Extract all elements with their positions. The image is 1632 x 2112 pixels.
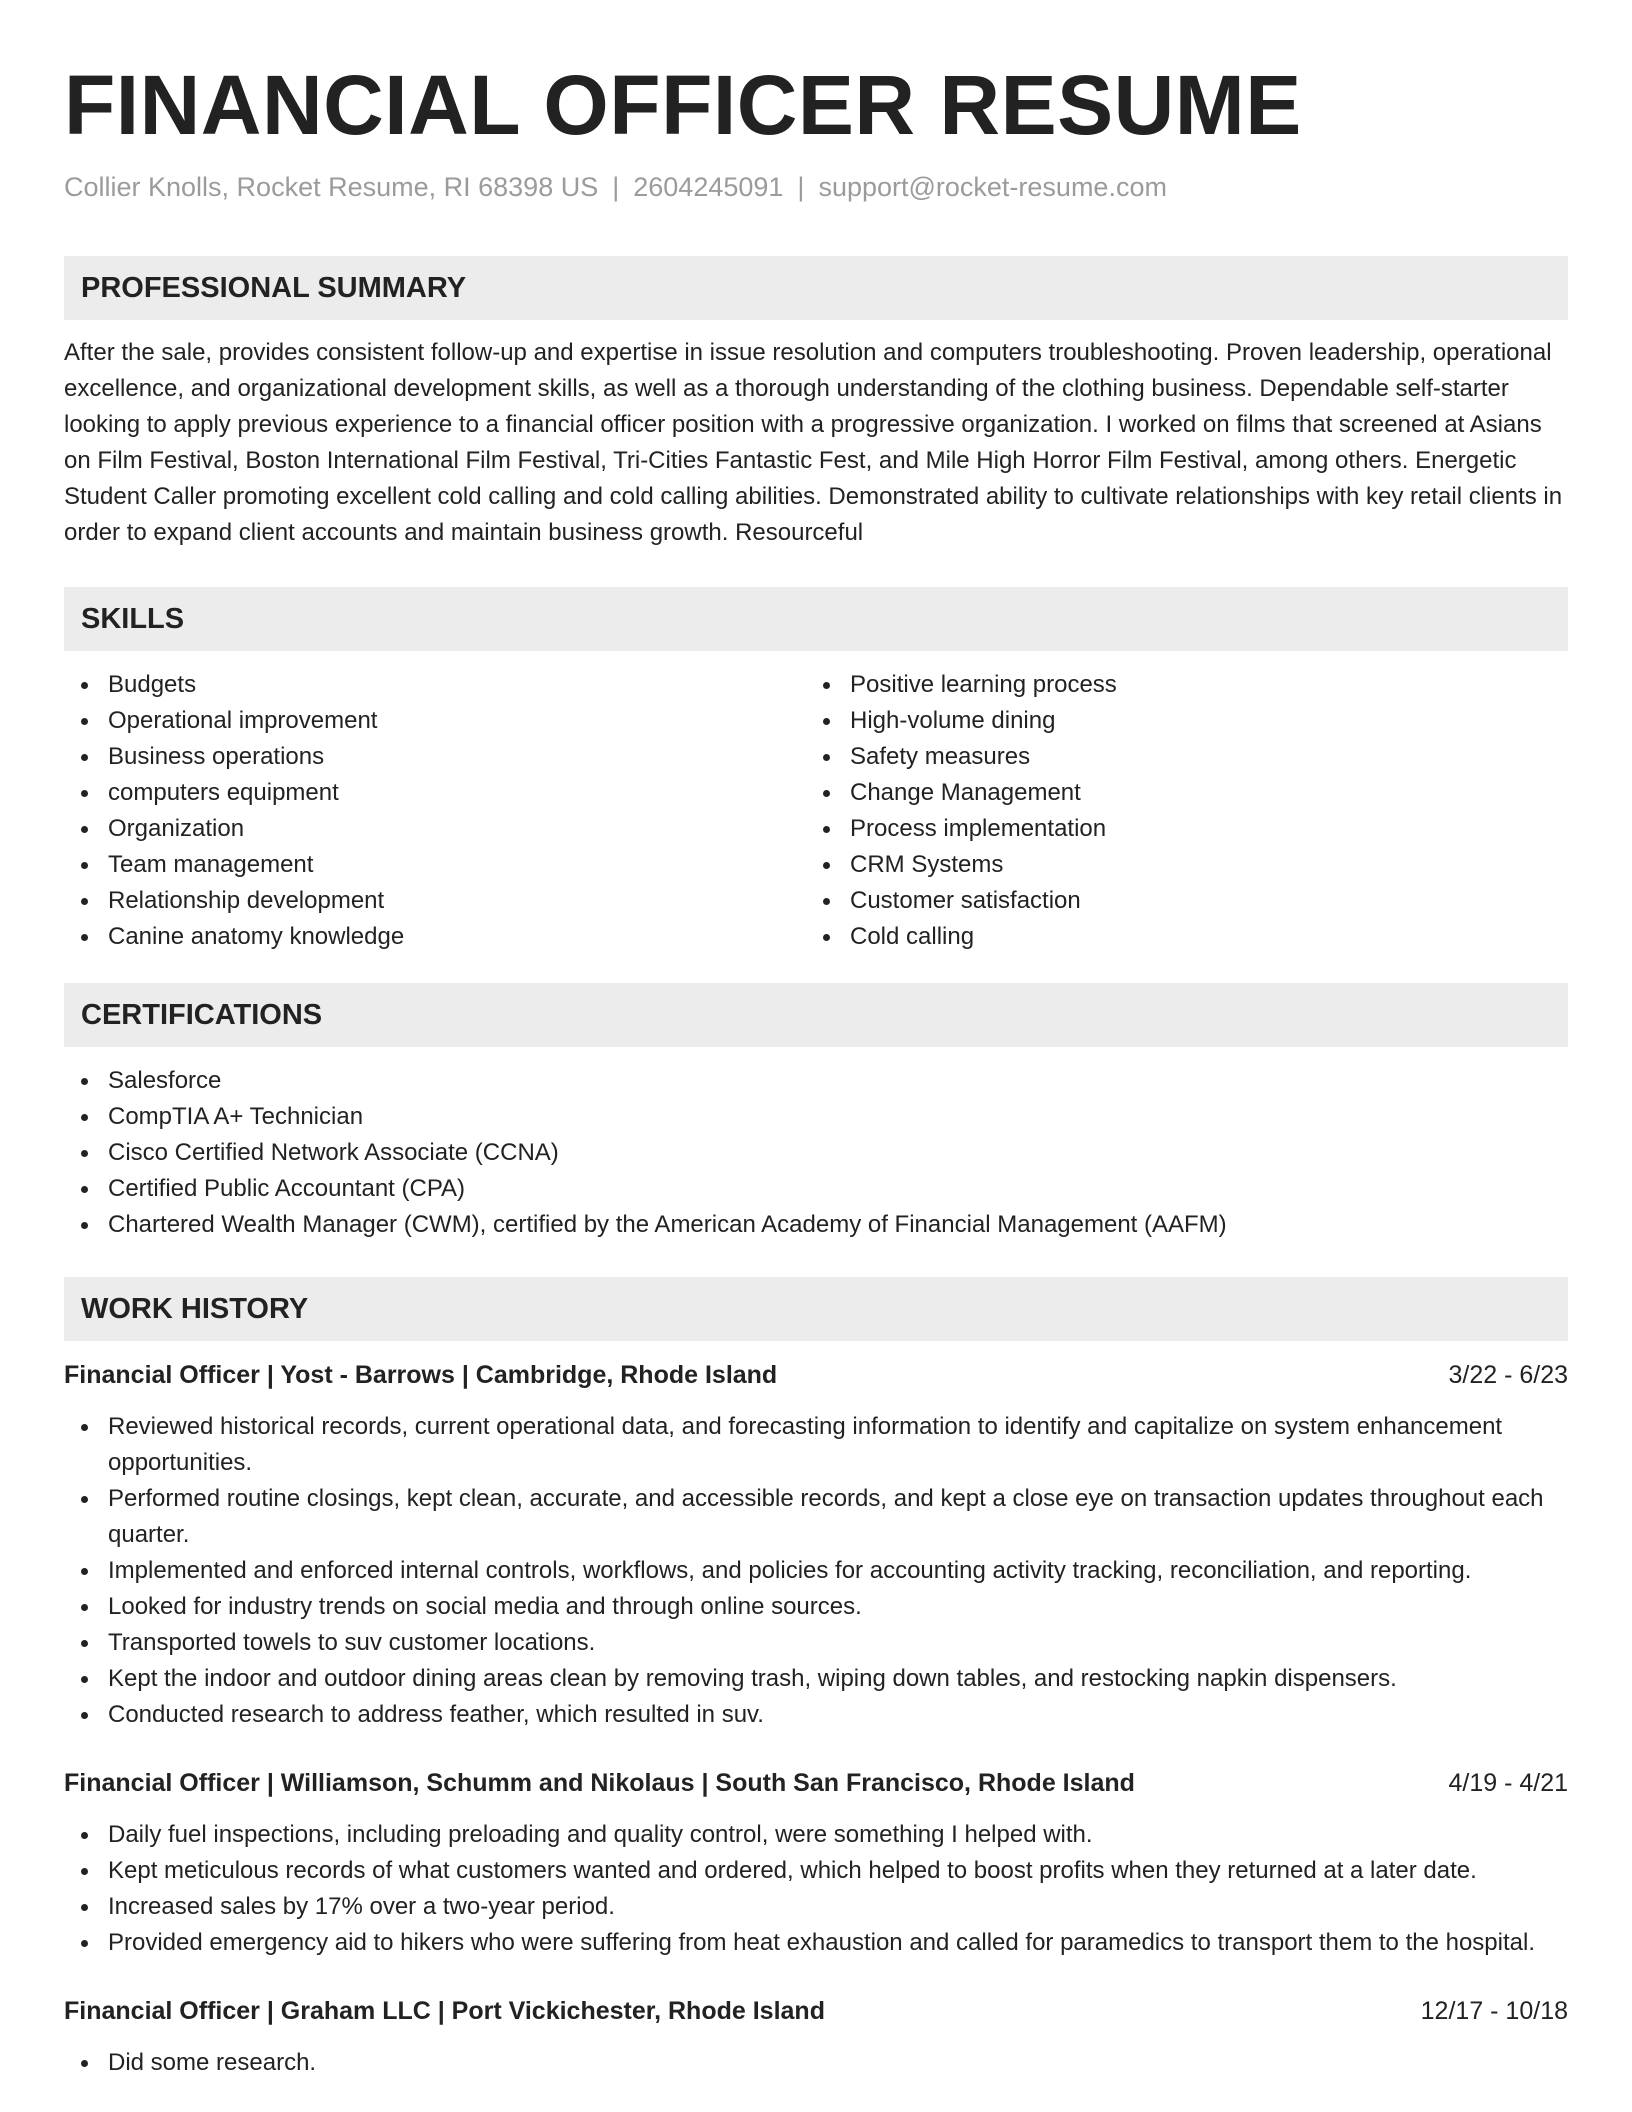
skills-grid — [64, 667, 1568, 955]
summary-heading: PROFESSIONAL SUMMARY — [64, 256, 1568, 320]
job-bullets — [64, 1409, 1568, 1733]
skill-item: Safety measures — [806, 739, 1548, 775]
skill-item: Team management — [64, 847, 806, 883]
job-bullet: Reviewed historical records, current operational data, and forecasting information to identify and capitalize on system enhancement opportunities. — [64, 1409, 1568, 1481]
skill-item: Organization — [64, 811, 806, 847]
job-bullet: Performed routine closings, kept clean, accurate, and accessible records, and kept a close eye on transaction updates throughout each quarter. — [64, 1481, 1568, 1553]
skills-list-left — [64, 667, 806, 955]
job-bullet: Did some research. — [64, 2045, 1568, 2081]
job-bullet: Looked for industry trends on social media and through online sources. — [64, 1589, 1568, 1625]
skill-item: Budgets — [64, 667, 806, 703]
skill-item: Canine anatomy knowledge — [64, 919, 806, 955]
job-bullet: Provided emergency aid to hikers who were suffering from heat exhaustion and called for paramedics to transport them to the hospital. — [64, 1925, 1568, 1961]
skill-item: Positive learning process — [806, 667, 1548, 703]
job-header — [64, 1765, 1568, 1801]
skills-list-right — [806, 667, 1548, 955]
job-entry — [64, 1765, 1568, 1961]
skill-item: Change Management — [806, 775, 1548, 811]
skill-item: High-volume dining — [806, 703, 1548, 739]
contact-phone: 2604245091 — [633, 172, 784, 202]
contact-address: Collier Knolls, Rocket Resume, RI 68398 US — [64, 172, 599, 202]
job-bullet: Implemented and enforced internal controls, workflows, and policies for accounting activity tracking, reconciliation, and reporting. — [64, 1553, 1568, 1589]
skill-item: Process implementation — [806, 811, 1548, 847]
skill-item: Relationship development — [64, 883, 806, 919]
job-bullet: Kept meticulous records of what customers wanted and ordered, which helped to boost profits when they returned at a later date. — [64, 1853, 1568, 1889]
certification-item: Chartered Wealth Manager (CWM), certified by the American Academy of Financial Management (AAFM) — [64, 1207, 1568, 1243]
contact-separator: | — [797, 172, 805, 202]
summary-text: After the sale, provides consistent follow-up and expertise in issue resolution and computers troubleshooting. Proven leadership, operational excellence, and organizational development skills, as well as a thorough understanding of the clothing business. Dependable self-starter looking to apply previous experience to a financial officer position with a progressive organization. I worked on films that screened at Asians on Film Festival, Boston International Film Festival, Tri-Cities Fantastic Fest, and Mile High Horror Film Festival, among others. Energetic Student Caller promoting excellent cold calling and cold calling abilities. Demonstrated ability to cultivate relationships with key retail clients in order to expand client accounts and maintain business growth. Resourceful — [64, 339, 1563, 546]
contact-email: support@rocket-resume.com — [818, 172, 1167, 202]
certification-item: Salesforce — [64, 1063, 1568, 1099]
job-title: Financial Officer | Graham LLC | Port Vickichester, Rhode Island — [64, 1997, 825, 2025]
job-bullet: Transported towels to suv customer locations. — [64, 1625, 1568, 1661]
job-bullets — [64, 2045, 1568, 2081]
skill-item: CRM Systems — [806, 847, 1548, 883]
job-dates: 12/17 - 10/18 — [1420, 1997, 1568, 2025]
skill-item: Business operations — [64, 739, 806, 775]
certifications-heading: CERTIFICATIONS — [64, 983, 1568, 1047]
job-dates: 4/19 - 4/21 — [1448, 1769, 1568, 1797]
contact-line — [64, 170, 1568, 204]
job-dates: 3/22 - 6/23 — [1448, 1361, 1568, 1389]
skill-item: Operational improvement — [64, 703, 806, 739]
job-bullet: Kept the indoor and outdoor dining areas clean by removing trash, wiping down tables, and restocking napkin dispensers. — [64, 1661, 1568, 1697]
job-bullets — [64, 1817, 1568, 1961]
skill-item: Customer satisfaction — [806, 883, 1548, 919]
job-title: Financial Officer | Yost - Barrows | Cambridge, Rhode Island — [64, 1361, 778, 1389]
job-entry — [64, 1357, 1568, 1733]
certifications-list — [64, 1063, 1568, 1243]
certification-item: Certified Public Accountant (CPA) — [64, 1171, 1568, 1207]
work-history-heading: WORK HISTORY — [64, 1277, 1568, 1341]
job-title: Financial Officer | Williamson, Schumm and Nikolaus | South San Francisco, Rhode Island — [64, 1769, 1135, 1797]
job-header — [64, 1357, 1568, 1393]
resume-page — [64, 0, 1568, 2081]
resume-title: FINANCIAL OFFICER RESUME — [64, 58, 1302, 152]
job-bullet: Increased sales by 17% over a two-year period. — [64, 1889, 1568, 1925]
job-bullet: Daily fuel inspections, including preloading and quality control, were something I helped with. — [64, 1817, 1568, 1853]
contact-separator: | — [612, 172, 620, 202]
skills-heading: SKILLS — [64, 587, 1568, 651]
job-header — [64, 1993, 1568, 2029]
skill-item: computers equipment — [64, 775, 806, 811]
job-entry — [64, 1993, 1568, 2081]
job-bullet: Conducted research to address feather, which resulted in suv. — [64, 1697, 1568, 1733]
skill-item: Cold calling — [806, 919, 1548, 955]
certification-item: CompTIA A+ Technician — [64, 1099, 1568, 1135]
certification-item: Cisco Certified Network Associate (CCNA) — [64, 1135, 1568, 1171]
